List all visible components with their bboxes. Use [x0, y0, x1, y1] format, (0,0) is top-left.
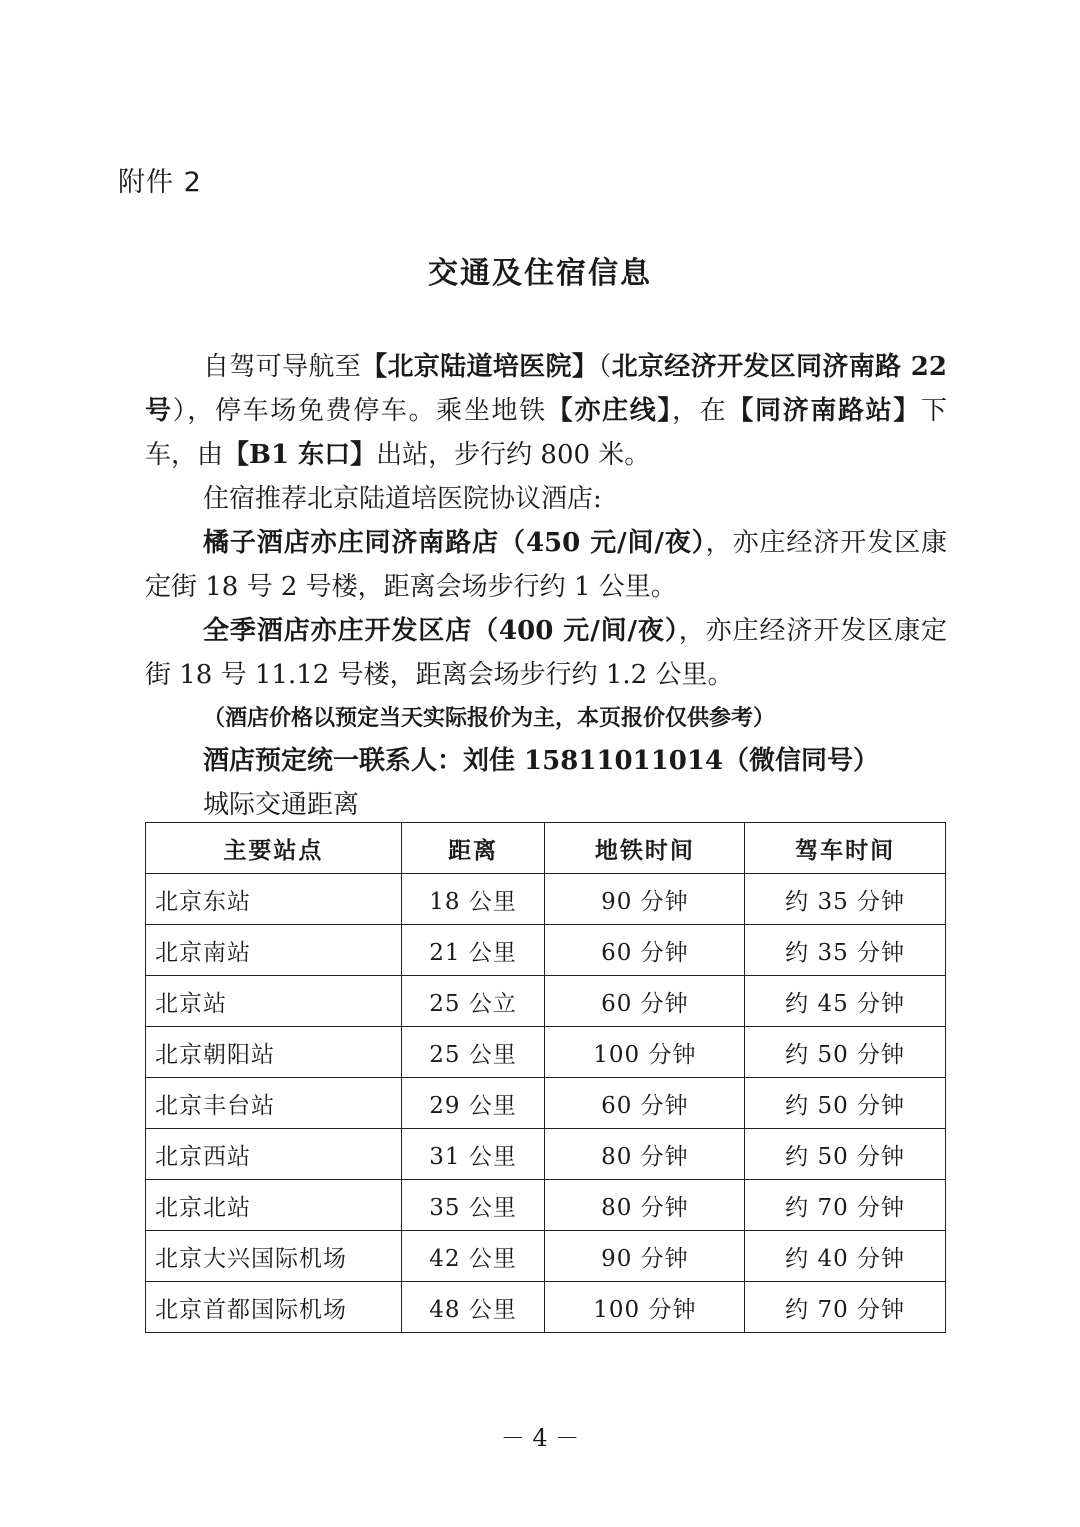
page-title: 交通及住宿信息: [428, 256, 652, 291]
subway-time-cell: 100 分钟: [545, 1027, 745, 1078]
attachment-label: 附件 2: [118, 167, 202, 198]
table-row: [146, 1129, 946, 1180]
hotel-name: 全季酒店亦庄开发区店（400 元/间/夜）: [203, 616, 679, 646]
column-header: 距离: [401, 823, 545, 874]
hotel-item: [145, 609, 947, 697]
drive-time-cell: 约 70 分钟: [745, 1180, 946, 1231]
hotel-item: [145, 521, 947, 609]
subway-station: 【同济南路站】: [727, 396, 921, 426]
table-row: [146, 976, 946, 1027]
lodging-intro: 住宿推荐北京陆道培医院协议酒店:: [203, 484, 602, 514]
drive-time-cell: 约 50 分钟: [745, 1027, 946, 1078]
distance-cell: 25 公里: [401, 1027, 545, 1078]
station-cell: 北京站: [146, 976, 402, 1027]
station-cell: 北京朝阳站: [146, 1027, 402, 1078]
distance-cell: 42 公里: [401, 1231, 545, 1282]
subway-time-cell: 80 分钟: [545, 1129, 745, 1180]
distance-cell: 25 公立: [401, 976, 545, 1027]
page-number: － 4 －: [500, 1424, 580, 1452]
subway-time-cell: 60 分钟: [545, 976, 745, 1027]
price-note: （酒店价格以预定当天实际报价为主，本页报价仅供参考）: [203, 705, 776, 731]
distance-table: [145, 822, 946, 1333]
station-cell: 北京丰台站: [146, 1078, 402, 1129]
station-cell: 北京南站: [146, 925, 402, 976]
subway-exit: 【B1 东口】: [223, 440, 377, 470]
hospital-address: 北京经济开发区同济南路 22 号: [145, 352, 947, 426]
distance-cell: 21 公里: [401, 925, 545, 976]
document-body: [145, 345, 947, 827]
table-row: [146, 1027, 946, 1078]
contact-line: 酒店预定统一联系人：刘佳 15811011014（微信同号）: [203, 746, 880, 776]
drive-time-cell: 约 50 分钟: [745, 1129, 946, 1180]
subway-line: 【亦庄线】: [546, 396, 673, 426]
table-row: [146, 1282, 946, 1333]
drive-time-cell: 约 45 分钟: [745, 976, 946, 1027]
hotel-detail: ，亦庄经济开发区康定街 18 号 11.12 号楼，距离会场步行约 1.2 公里。: [145, 616, 947, 690]
table-row: [146, 925, 946, 976]
distance-cell: 18 公里: [401, 874, 545, 925]
station-cell: 北京北站: [146, 1180, 402, 1231]
directions-text: 下车，由: [145, 396, 947, 470]
drive-time-cell: 约 40 分钟: [745, 1231, 946, 1282]
table-row: [146, 1180, 946, 1231]
table-row: [146, 874, 946, 925]
directions-text: 自驾可导航至: [203, 352, 362, 382]
subway-time-cell: 100 分钟: [545, 1282, 745, 1333]
subway-time-cell: 90 分钟: [545, 1231, 745, 1282]
table-header-row: [146, 823, 946, 874]
table-row: [146, 1231, 946, 1282]
station-cell: 北京西站: [146, 1129, 402, 1180]
station-cell: 北京大兴国际机场: [146, 1231, 402, 1282]
hotel-detail: ，亦庄经济开发区康定街 18 号 2 号楼，距离会场步行约 1 公里。: [145, 528, 947, 602]
column-header: 主要站点: [146, 823, 402, 874]
column-header: 驾车时间: [745, 823, 946, 874]
drive-time-cell: 约 35 分钟: [745, 874, 946, 925]
distance-cell: 31 公里: [401, 1129, 545, 1180]
distance-cell: 35 公里: [401, 1180, 545, 1231]
table-row: [146, 1078, 946, 1129]
directions-text: （: [598, 352, 612, 382]
directions-text: ，在: [672, 396, 728, 426]
directions-paragraph: [145, 345, 947, 477]
directions-text: 出站，步行约 800 米。: [376, 440, 651, 470]
subway-time-cell: 60 分钟: [545, 925, 745, 976]
station-cell: 北京东站: [146, 874, 402, 925]
distance-cell: 29 公里: [401, 1078, 545, 1129]
hotel-name: 橘子酒店亦庄同济南路店（450 元/间/夜）: [203, 528, 706, 558]
subway-time-cell: 90 分钟: [545, 874, 745, 925]
column-header: 地铁时间: [545, 823, 745, 874]
hospital-name: 【北京陆道培医院】: [361, 352, 599, 382]
station-cell: 北京首都国际机场: [146, 1282, 402, 1333]
subway-time-cell: 60 分钟: [545, 1078, 745, 1129]
drive-time-cell: 约 70 分钟: [745, 1282, 946, 1333]
directions-text: ），停车场免费停车。乘坐地铁: [172, 396, 547, 426]
subway-time-cell: 80 分钟: [545, 1180, 745, 1231]
table-caption: 城际交通距离: [203, 790, 360, 820]
drive-time-cell: 约 50 分钟: [745, 1078, 946, 1129]
drive-time-cell: 约 35 分钟: [745, 925, 946, 976]
distance-cell: 48 公里: [401, 1282, 545, 1333]
